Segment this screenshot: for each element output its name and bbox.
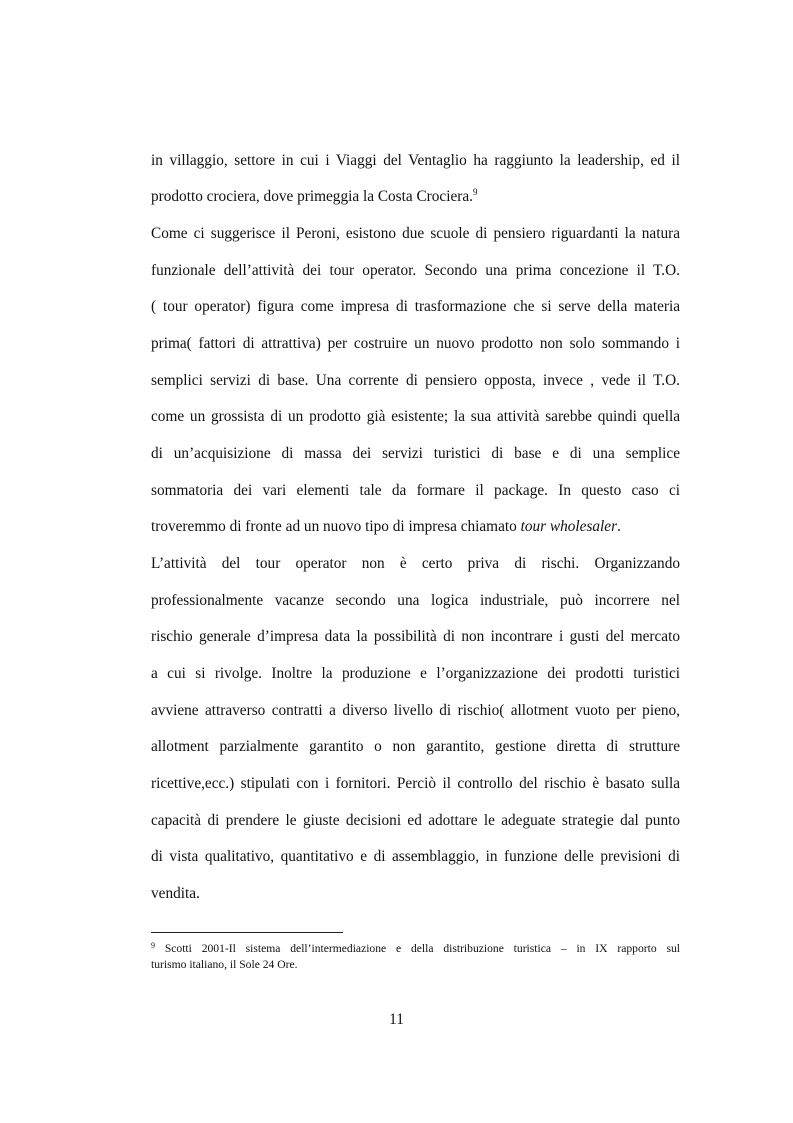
body-line-text: prodotto crociera, dove primeggia la Costa Crociera. [151,188,473,205]
body-line: sommatoria dei vari elementi tale da formare il package. In questo caso ci [151,482,680,499]
body-line: a cui si rivolge. Inoltre la produzione e l’organizzazione dei prodotti turistici [151,665,680,682]
italic-term: tour wholesaler [520,518,618,535]
body-line: capacità di prendere le giuste decisioni ed adottare le adeguate strategie dal punto [151,812,680,829]
body-line: professionalmente vacanze secondo una logica industriale, può incorrere nel [151,592,680,609]
body-line-end: . [617,518,621,535]
body-line: vendita. [151,885,200,902]
footnote-divider [151,932,343,933]
body-line: di vista qualitativo, quantitativo e di assemblaggio, in funzione delle previsioni di [151,848,680,865]
body-line [151,187,680,207]
body-line: ( tour operator) figura come impresa di trasformazione che si serve della materia [151,298,680,315]
body-line-text: troveremmo di fronte ad un nuovo tipo di impresa chiamato [151,518,521,535]
footnote-text: Scotti 2001-Il sistema dell’intermediazione e della distribuzione turistica – in IX rapporto sul [155,942,680,955]
body-line: rischio generale d’impresa data la possibilità di non incontrare i gusti del mercato [151,628,680,645]
body-line: L’attività del tour operator non è certo priva di rischi. Organizzando [151,555,680,572]
footnote-line [151,941,680,956]
page-number: 11 [389,1011,404,1028]
footnote-line: turismo italiano, il Sole 24 Ore. [151,958,298,971]
body-line: ricettive,ecc.) stipulati con i fornitori. Perciò il controllo del rischio è basato sulla [151,775,680,792]
body-line: di un’acquisizione di massa dei servizi turistici di base e di una semplice [151,445,680,462]
body-line: semplici servizi di base. Una corrente di pensiero opposta, invece , vede il T.O. [151,372,680,389]
body-line: prima( fattori di attrattiva) per costruire un nuovo prodotto non solo sommando i [151,335,680,352]
body-line: in villaggio, settore in cui i Viaggi del Ventaglio ha raggiunto la leadership, ed il [151,152,680,169]
body-line: Come ci suggerisce il Peroni, esistono due scuole di pensiero riguardanti la natura [151,225,680,242]
body-line: come un grossista di un prodotto già esistente; la sua attività sarebbe quindi quella [151,408,680,425]
footnote-reference: 9 [472,187,478,197]
body-line: allotment parzialmente garantito o non garantito, gestione diretta di strutture [151,738,680,755]
body-line: avviene attraverso contratti a diverso livello di rischio( allotment vuoto per pieno, [151,702,680,719]
footnote-number: 9 [151,941,155,950]
body-line: funzionale dell’attività dei tour operator. Secondo una prima concezione il T.O. [151,262,680,279]
body-line [151,517,680,537]
